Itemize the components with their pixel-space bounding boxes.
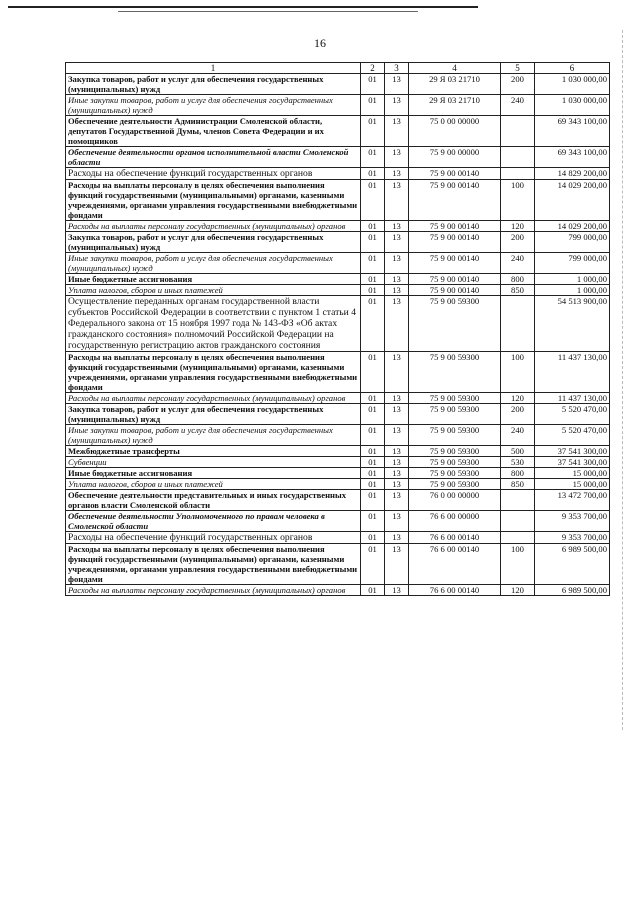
amount-cell: 6 989 500,00 bbox=[535, 544, 610, 585]
section-code-cell: 01 bbox=[361, 490, 385, 511]
table-row bbox=[66, 285, 610, 296]
table-row bbox=[66, 296, 610, 352]
section-code-cell: 01 bbox=[361, 180, 385, 221]
column-header: 6 bbox=[535, 63, 610, 74]
expense-type-cell: 200 bbox=[501, 232, 535, 253]
target-code-cell: 75 9 00 00140 bbox=[409, 232, 501, 253]
expense-type-cell bbox=[501, 511, 535, 532]
target-code-cell: 75 9 00 00140 bbox=[409, 253, 501, 274]
expense-type-cell: 120 bbox=[501, 221, 535, 232]
row-name-cell: Расходы на выплаты персоналу в целях обеспечения выполнения функций государственными (муниципальными) органами, казенными учреждениями, органами управления государственными внебюджетными фондами bbox=[66, 544, 361, 585]
table-header-row bbox=[66, 63, 610, 74]
target-code-cell: 75 9 00 59300 bbox=[409, 296, 501, 352]
section-code-cell: 01 bbox=[361, 232, 385, 253]
subsection-code-cell: 13 bbox=[385, 585, 409, 596]
subsection-code-cell: 13 bbox=[385, 468, 409, 479]
target-code-cell: 76 6 00 00000 bbox=[409, 511, 501, 532]
expense-type-cell bbox=[501, 147, 535, 168]
row-name-cell: Иные закупки товаров, работ и услуг для обеспечения государственных (муниципальных) нужд bbox=[66, 425, 361, 446]
amount-cell: 9 353 700,00 bbox=[535, 532, 610, 544]
subsection-code-cell: 13 bbox=[385, 95, 409, 116]
section-code-cell: 01 bbox=[361, 468, 385, 479]
table-row bbox=[66, 232, 610, 253]
amount-cell: 14 029 200,00 bbox=[535, 221, 610, 232]
amount-cell: 15 000,00 bbox=[535, 479, 610, 490]
section-code-cell: 01 bbox=[361, 393, 385, 404]
row-name-cell: Уплата налогов, сборов и иных платежей bbox=[66, 285, 361, 296]
section-code-cell: 01 bbox=[361, 74, 385, 95]
page-number: 16 bbox=[314, 36, 326, 50]
table-row bbox=[66, 393, 610, 404]
subsection-code-cell: 13 bbox=[385, 253, 409, 274]
table-row bbox=[66, 457, 610, 468]
target-code-cell: 75 9 00 59300 bbox=[409, 446, 501, 457]
row-name-cell: Межбюджетные трансферты bbox=[66, 446, 361, 457]
amount-cell: 799 000,00 bbox=[535, 253, 610, 274]
expense-type-cell: 200 bbox=[501, 404, 535, 425]
row-name-cell: Расходы на выплаты персоналу государственных (муниципальных) органов bbox=[66, 393, 361, 404]
amount-cell: 13 472 700,00 bbox=[535, 490, 610, 511]
row-name-cell: Расходы на выплаты персоналу государственных (муниципальных) органов bbox=[66, 585, 361, 596]
subsection-code-cell: 13 bbox=[385, 404, 409, 425]
expense-type-cell: 240 bbox=[501, 253, 535, 274]
target-code-cell: 76 6 00 00140 bbox=[409, 585, 501, 596]
section-code-cell: 01 bbox=[361, 285, 385, 296]
subsection-code-cell: 13 bbox=[385, 457, 409, 468]
table-row bbox=[66, 532, 610, 544]
target-code-cell: 75 9 00 00140 bbox=[409, 285, 501, 296]
row-name-cell: Расходы на выплаты персоналу в целях обеспечения выполнения функций государственными (муниципальными) органами, казенными учреждениями, органами управления государственными внебюджетными фондами bbox=[66, 180, 361, 221]
row-name-cell: Расходы на обеспечение функций государственных органов bbox=[66, 532, 361, 544]
section-code-cell: 01 bbox=[361, 274, 385, 285]
target-code-cell: 75 0 00 00000 bbox=[409, 116, 501, 147]
amount-cell: 15 000,00 bbox=[535, 468, 610, 479]
section-code-cell: 01 bbox=[361, 532, 385, 544]
target-code-cell: 75 9 00 59300 bbox=[409, 457, 501, 468]
table-row bbox=[66, 511, 610, 532]
table-row bbox=[66, 95, 610, 116]
table-row bbox=[66, 168, 610, 180]
amount-cell: 1 000,00 bbox=[535, 274, 610, 285]
subsection-code-cell: 13 bbox=[385, 425, 409, 446]
column-header: 2 bbox=[361, 63, 385, 74]
expense-type-cell: 240 bbox=[501, 95, 535, 116]
target-code-cell: 75 9 00 00140 bbox=[409, 180, 501, 221]
row-name-cell: Обеспечение деятельности Администрации Смоленской области, депутатов Государственной Думы, членов Совета Федерации и их помощников bbox=[66, 116, 361, 147]
amount-cell: 1 000,00 bbox=[535, 285, 610, 296]
subsection-code-cell: 13 bbox=[385, 221, 409, 232]
amount-cell: 11 437 130,00 bbox=[535, 393, 610, 404]
table-row bbox=[66, 180, 610, 221]
subsection-code-cell: 13 bbox=[385, 352, 409, 393]
table-row bbox=[66, 490, 610, 511]
section-code-cell: 01 bbox=[361, 168, 385, 180]
section-code-cell: 01 bbox=[361, 296, 385, 352]
amount-cell: 1 030 000,00 bbox=[535, 74, 610, 95]
table-row bbox=[66, 274, 610, 285]
section-code-cell: 01 bbox=[361, 457, 385, 468]
subsection-code-cell: 13 bbox=[385, 511, 409, 532]
row-name-cell: Закупка товаров, работ и услуг для обеспечения государственных (муниципальных) нужд bbox=[66, 232, 361, 253]
row-name-cell: Расходы на выплаты персоналу государственных (муниципальных) органов bbox=[66, 221, 361, 232]
table-row bbox=[66, 446, 610, 457]
expense-type-cell: 530 bbox=[501, 457, 535, 468]
row-name-cell: Уплата налогов, сборов и иных платежей bbox=[66, 479, 361, 490]
subsection-code-cell: 13 bbox=[385, 490, 409, 511]
expense-type-cell bbox=[501, 490, 535, 511]
table-row bbox=[66, 147, 610, 168]
amount-cell: 11 437 130,00 bbox=[535, 352, 610, 393]
subsection-code-cell: 13 bbox=[385, 532, 409, 544]
section-code-cell: 01 bbox=[361, 116, 385, 147]
target-code-cell: 75 9 00 00000 bbox=[409, 147, 501, 168]
expense-type-cell: 500 bbox=[501, 446, 535, 457]
row-name-cell: Обеспечение деятельности Уполномоченного по правам человека в Смоленской области bbox=[66, 511, 361, 532]
expense-type-cell bbox=[501, 168, 535, 180]
column-header: 5 bbox=[501, 63, 535, 74]
target-code-cell: 75 9 00 00140 bbox=[409, 221, 501, 232]
row-name-cell: Иные закупки товаров, работ и услуг для обеспечения государственных (муниципальных) нужд bbox=[66, 95, 361, 116]
subsection-code-cell: 13 bbox=[385, 116, 409, 147]
table-row bbox=[66, 425, 610, 446]
subsection-code-cell: 13 bbox=[385, 74, 409, 95]
target-code-cell: 75 9 00 59300 bbox=[409, 393, 501, 404]
table-row bbox=[66, 221, 610, 232]
top-rule bbox=[8, 6, 478, 8]
section-code-cell: 01 bbox=[361, 95, 385, 116]
table-row bbox=[66, 253, 610, 274]
section-code-cell: 01 bbox=[361, 221, 385, 232]
amount-cell: 6 989 500,00 bbox=[535, 585, 610, 596]
expense-type-cell: 850 bbox=[501, 285, 535, 296]
amount-cell: 799 000,00 bbox=[535, 232, 610, 253]
section-code-cell: 01 bbox=[361, 352, 385, 393]
target-code-cell: 29 Я 03 21710 bbox=[409, 74, 501, 95]
section-code-cell: 01 bbox=[361, 585, 385, 596]
row-name-cell: Закупка товаров, работ и услуг для обеспечения государственных (муниципальных) нужд bbox=[66, 404, 361, 425]
expense-type-cell bbox=[501, 532, 535, 544]
table-row bbox=[66, 468, 610, 479]
amount-cell: 5 520 470,00 bbox=[535, 425, 610, 446]
subsection-code-cell: 13 bbox=[385, 479, 409, 490]
table-row bbox=[66, 585, 610, 596]
expense-type-cell: 120 bbox=[501, 393, 535, 404]
amount-cell: 14 829 200,00 bbox=[535, 168, 610, 180]
row-name-cell: Обеспечение деятельности представительных и иных государственных органов власти Смоленской области bbox=[66, 490, 361, 511]
row-name-cell: Закупка товаров, работ и услуг для обеспечения государственных (муниципальных) нужд bbox=[66, 74, 361, 95]
column-header: 4 bbox=[409, 63, 501, 74]
row-name-cell: Иные закупки товаров, работ и услуг для обеспечения государственных (муниципальных) нужд bbox=[66, 253, 361, 274]
expense-type-cell: 240 bbox=[501, 425, 535, 446]
budget-table bbox=[65, 62, 610, 596]
amount-cell: 69 343 100,00 bbox=[535, 116, 610, 147]
column-header: 1 bbox=[66, 63, 361, 74]
row-name-cell: Обеспечение деятельности органов исполнительной власти Смоленской области bbox=[66, 147, 361, 168]
expense-type-cell: 100 bbox=[501, 180, 535, 221]
amount-cell: 54 513 900,00 bbox=[535, 296, 610, 352]
amount-cell: 37 541 300,00 bbox=[535, 457, 610, 468]
table-row bbox=[66, 352, 610, 393]
target-code-cell: 76 6 00 00140 bbox=[409, 532, 501, 544]
target-code-cell: 75 9 00 59300 bbox=[409, 404, 501, 425]
table-row bbox=[66, 74, 610, 95]
target-code-cell: 75 9 00 00140 bbox=[409, 274, 501, 285]
table-row bbox=[66, 116, 610, 147]
subsection-code-cell: 13 bbox=[385, 274, 409, 285]
top-rule-thin bbox=[118, 11, 418, 12]
row-name-cell: Иные бюджетные ассигнования bbox=[66, 274, 361, 285]
amount-cell: 14 029 200,00 bbox=[535, 180, 610, 221]
expense-type-cell: 850 bbox=[501, 479, 535, 490]
target-code-cell: 75 9 00 59300 bbox=[409, 468, 501, 479]
section-code-cell: 01 bbox=[361, 479, 385, 490]
table-row bbox=[66, 404, 610, 425]
section-code-cell: 01 bbox=[361, 446, 385, 457]
expense-type-cell bbox=[501, 116, 535, 147]
subsection-code-cell: 13 bbox=[385, 232, 409, 253]
amount-cell: 9 353 700,00 bbox=[535, 511, 610, 532]
target-code-cell: 75 9 00 00140 bbox=[409, 168, 501, 180]
section-code-cell: 01 bbox=[361, 253, 385, 274]
amount-cell: 5 520 470,00 bbox=[535, 404, 610, 425]
expense-type-cell: 200 bbox=[501, 74, 535, 95]
subsection-code-cell: 13 bbox=[385, 180, 409, 221]
target-code-cell: 75 9 00 59300 bbox=[409, 425, 501, 446]
subsection-code-cell: 13 bbox=[385, 285, 409, 296]
section-code-cell: 01 bbox=[361, 425, 385, 446]
table-row bbox=[66, 544, 610, 585]
row-name-cell: Расходы на выплаты персоналу в целях обеспечения выполнения функций государственными (муниципальными) органами, казенными учреждениями, органами управления государственными внебюджетными фондами bbox=[66, 352, 361, 393]
target-code-cell: 75 9 00 59300 bbox=[409, 352, 501, 393]
section-code-cell: 01 bbox=[361, 511, 385, 532]
subsection-code-cell: 13 bbox=[385, 544, 409, 585]
subsection-code-cell: 13 bbox=[385, 168, 409, 180]
table-row bbox=[66, 479, 610, 490]
expense-type-cell: 800 bbox=[501, 468, 535, 479]
margin-mark bbox=[622, 30, 624, 730]
target-code-cell: 76 6 00 00140 bbox=[409, 544, 501, 585]
subsection-code-cell: 13 bbox=[385, 446, 409, 457]
expense-type-cell: 100 bbox=[501, 544, 535, 585]
row-name-cell: Иные бюджетные ассигнования bbox=[66, 468, 361, 479]
row-name-cell: Расходы на обеспечение функций государственных органов bbox=[66, 168, 361, 180]
expense-type-cell bbox=[501, 296, 535, 352]
expense-type-cell: 100 bbox=[501, 352, 535, 393]
section-code-cell: 01 bbox=[361, 147, 385, 168]
amount-cell: 37 541 300,00 bbox=[535, 446, 610, 457]
target-code-cell: 76 0 00 00000 bbox=[409, 490, 501, 511]
subsection-code-cell: 13 bbox=[385, 296, 409, 352]
row-name-cell: Субвенции bbox=[66, 457, 361, 468]
subsection-code-cell: 13 bbox=[385, 393, 409, 404]
expense-type-cell: 800 bbox=[501, 274, 535, 285]
subsection-code-cell: 13 bbox=[385, 147, 409, 168]
row-name-cell: Осуществление переданных органам государственной власти субъектов Российской Федерации в соответствии с пунктом 1 статьи 4 Федерального закона от 15 ноября 1997 года № 143-ФЗ «Об актах гражданского состояния» полномочий Российской Федерации на государственную регистрацию актов гражданского состояния bbox=[66, 296, 361, 352]
target-code-cell: 75 9 00 59300 bbox=[409, 479, 501, 490]
section-code-cell: 01 bbox=[361, 404, 385, 425]
amount-cell: 1 030 000,00 bbox=[535, 95, 610, 116]
column-header: 3 bbox=[385, 63, 409, 74]
expense-type-cell: 120 bbox=[501, 585, 535, 596]
section-code-cell: 01 bbox=[361, 544, 385, 585]
amount-cell: 69 343 100,00 bbox=[535, 147, 610, 168]
target-code-cell: 29 Я 03 21710 bbox=[409, 95, 501, 116]
